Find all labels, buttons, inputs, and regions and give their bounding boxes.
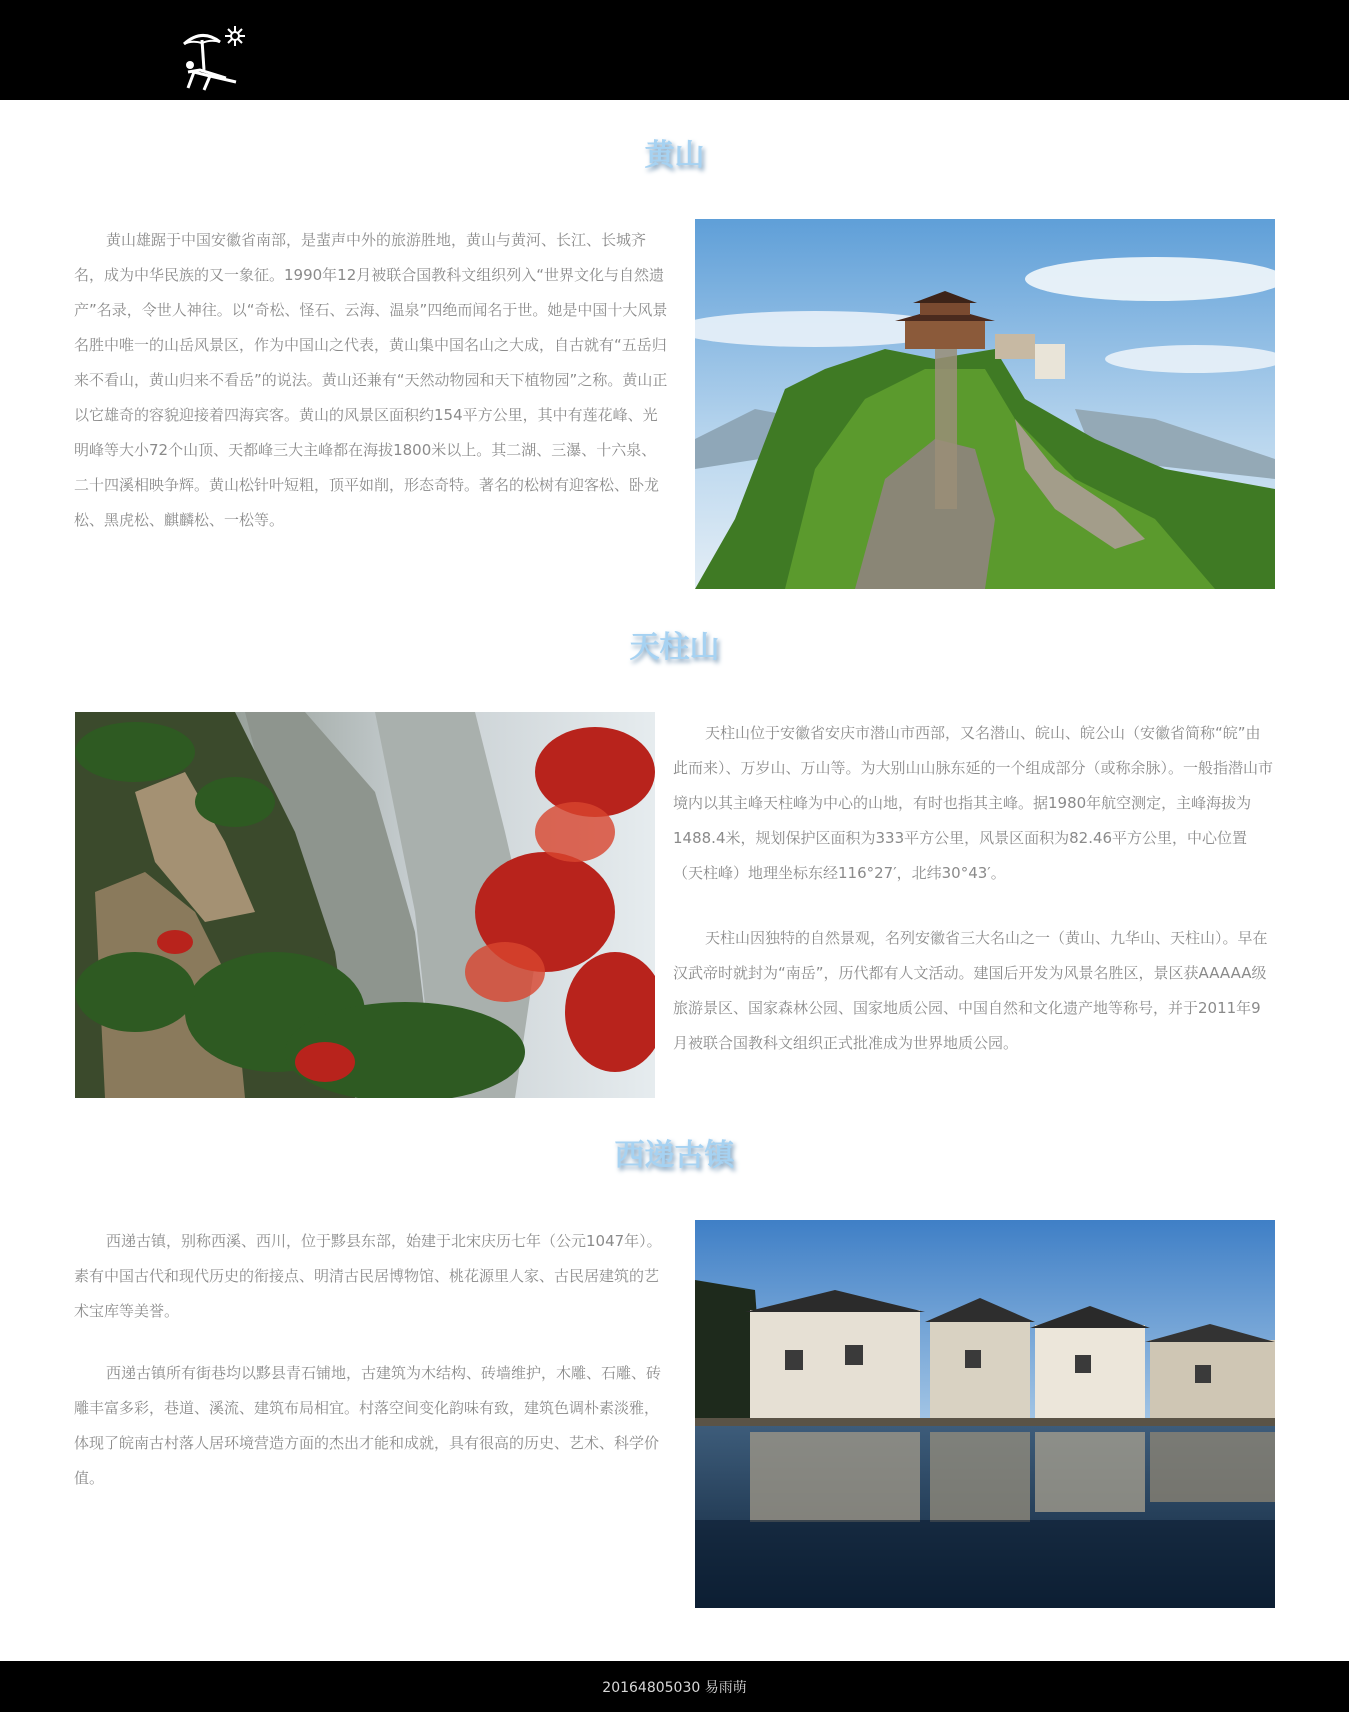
footer: [0, 1661, 1349, 1712]
nav-home[interactable]: 主 页: [0, 3, 38, 22]
tianzhushan-description-1: 天柱山位于安徽省安庆市潜山市西部，又名潜山、皖山、皖公山（安徽省简称“皖”由此而来）、万岁山、万山等。为大别山山脉东延的一个组成部分（或称余脉）。一般指潜山市境内以其主峰天柱峰为中心的山地，有时也指其主峰。据1980年航空测定，主峰海拔为1488.4米，规划保护区面积为333平方公里，风景区面积为82.46平方公里，中心位置（天柱峰）地理坐标东经116°27′，北纬30°43′。: [673, 724, 1274, 882]
xidi-description-2: 西递古镇所有街巷均以黟县青石铺地，古建筑为木结构、砖墙维护，木雕、石雕、砖雕丰富多彩，巷道、溪流、建筑布局相宜。村落空间变化韵味有致，建筑色调朴素淡雅，体现了皖南古村落人居环境营造方面的杰出才能和成就，具有很高的历史、艺术、科学价值。: [74, 1364, 662, 1487]
xidi-description-1: 西递古镇，别称西溪、西川，位于黟县东部，始建于北宋庆历七年（公元1047年）。素有中国古代和现代历史的衔接点、明清古民居博物馆、桃花源里人家、古民居建筑的艺术宝库等美誉。: [74, 1232, 662, 1320]
tianzhushan-photo: [75, 712, 655, 1098]
nav-famous-sights[interactable]: 著名景点: [42, 3, 107, 22]
tianzhushan-description-2: 天柱山因独特的自然景观，名列安徽省三大名山之一（黄山、九华山、天柱山）。早在汉武帝时就封为“南岳”，历代都有人文活动。建国后开发为风景名胜区，景区获AAAAA级旅游景区、国家森林公园、国家地质公园、中国自然和文化遗产地等称号，并于2011年9月被联合国教科文组织正式批准成为世界地质公园。: [673, 929, 1268, 1052]
huangshan-description: 黄山雄踞于中国安徽省南部，是蜚声中外的旅游胜地，黄山与黄河、长江、长城齐名，成为中华民族的又一象征。1990年12月被联合国教科文组织列入“世界文化与自然遗产”名录，令世人神往。以“奇松、怪石、云海、温泉”四绝而闻名于世。她是中国十大风景名胜中唯一的山岳风景区，作为中国山之代表，黄山集中国名山之大成，自古就有“五岳归来不看山，黄山归来不看岳”的说法。黄山还兼有“天然动物园和天下植物园”之称。黄山正以它雄奇的容貌迎接着四海宾客。黄山的风景区面积约154平方公里，其中有莲花峰、光明峰等大小72个山顶、天都峰三大主峰都在海拔1800米以上。其二湖、三瀑、十六泉、二十四溪相映争辉。黄山松针叶短粗，顶平如削，形态奇特。著名的松树有迎客松、卧龙松、黑虎松、麒麟松、一松等。: [74, 231, 668, 529]
top-navigation-bar: [0, 0, 1349, 100]
footer-text: 20164805030 易雨萌: [602, 1679, 747, 1696]
section-title-xidi: 西递古镇: [614, 1138, 735, 1173]
umbrella-lounger-icon[interactable]: [180, 26, 252, 92]
huangshan-photo: [695, 219, 1275, 589]
section-title-tianzhushan: 天柱山: [629, 630, 720, 665]
nav-cuisine[interactable]: 美食佳肴: [111, 3, 176, 22]
section-title-huangshan: 黄山: [644, 138, 705, 173]
xidi-photo: [695, 1220, 1275, 1608]
nav-register[interactable]: 注册: [180, 3, 213, 22]
